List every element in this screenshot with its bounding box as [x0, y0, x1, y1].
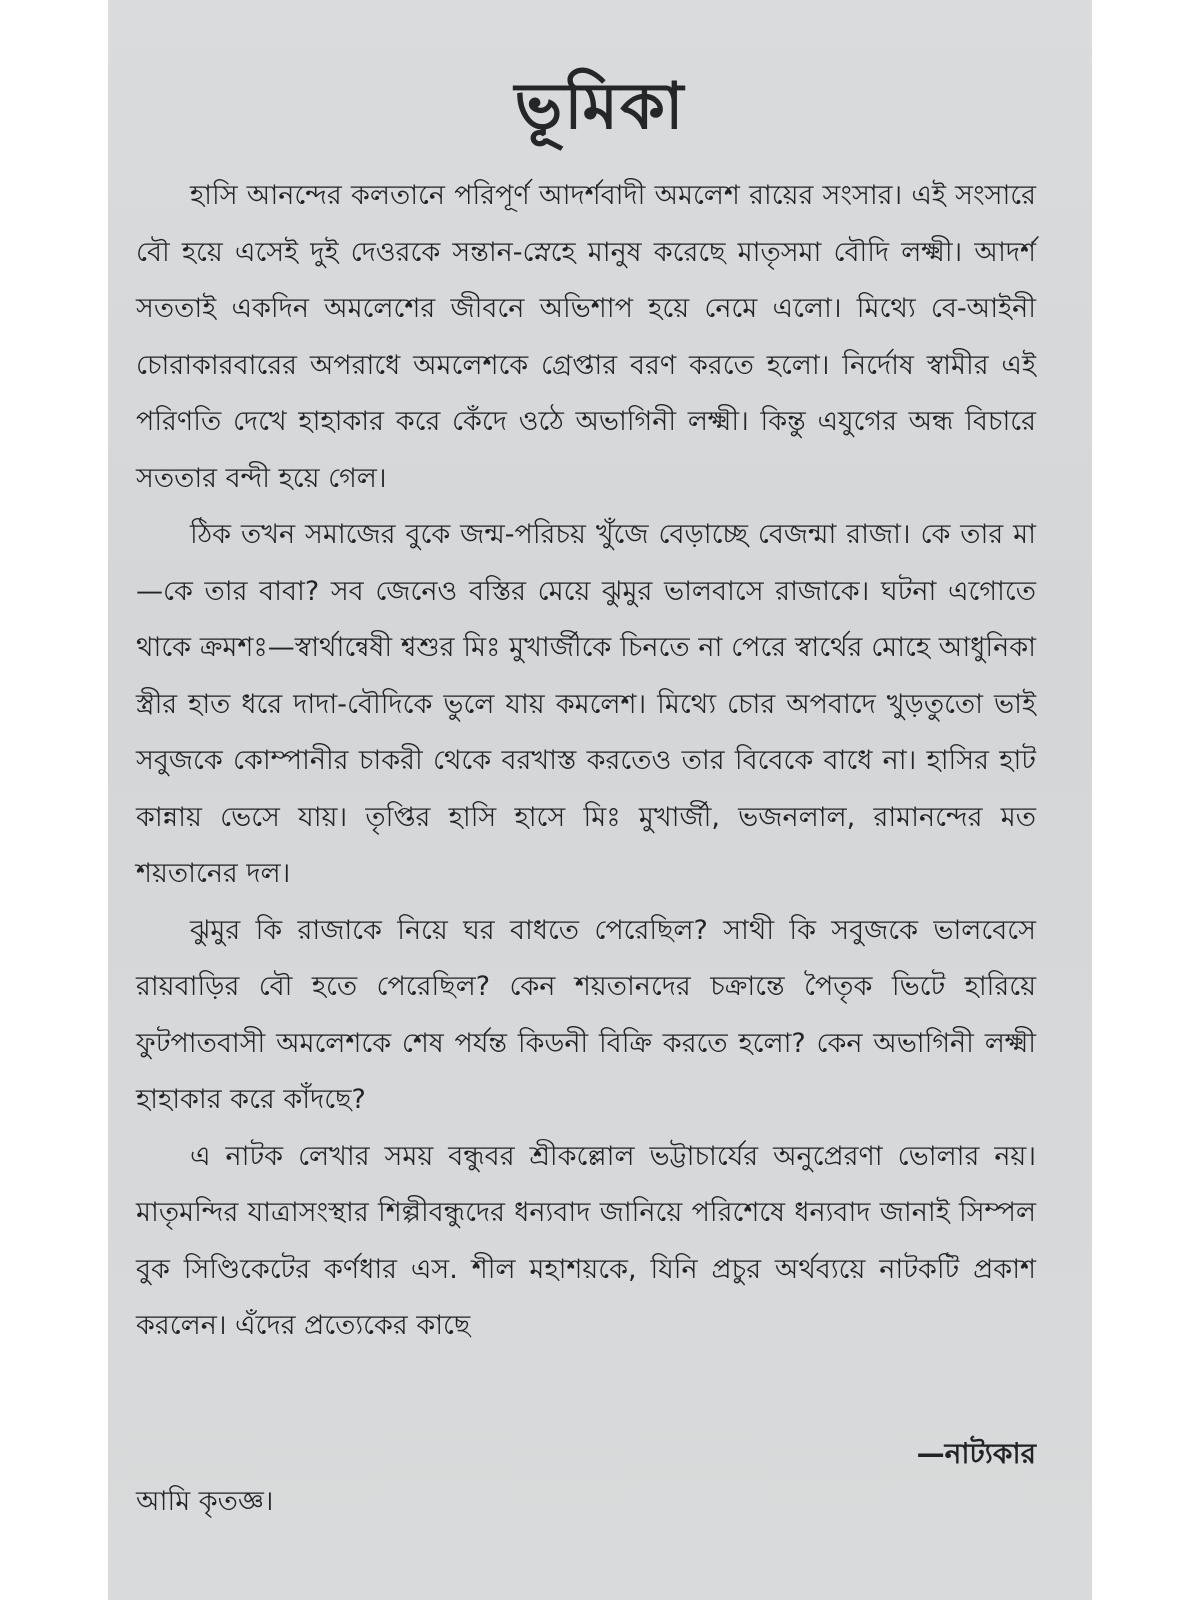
paragraph-1: হাসি আনন্দের কলতানে পরিপূর্ণ আদর্শবাদী অমলেশ রায়ের সংসার। এই সংসারে বৌ হয়ে এসেই দুই দেওরকে সন্তান-স্নেহে মানুষ করেছে মাতৃসমা বৌদি লক্ষ্মী। আদর্শ সততাই একদিন অমলেশের জীবনে অভিশাপ হয়ে নেমে এলো। মিথ্যে বে-আইনী চোরাকারবারের অপরাধে অমলেশকে গ্রেপ্তার বরণ করতে হলো। নির্দোষ স্বামীর এই পরিণতি দেখে হাহাকার করে কেঁদে ওঠে অভাগিনী লক্ষ্মী। কিন্তু এযুগের অন্ধ বিচারে সততার বন্দী হয়ে গেল।	[136, 180, 1036, 494]
paragraph-2: ঠিক তখন সমাজের বুকে জন্ম-পরিচয় খুঁজে বেড়াচ্ছে বেজন্মা রাজা। কে তার মা—কে তার বাবা? সব জেনেও বস্তির মেয়ে ঝুমুর ভালবাসে রাজাকে। ঘটনা এগোতে থাকে ক্রমশঃ—স্বার্থান্বেষী শ্বশুর মিঃ মুখার্জীকে চিনতে না পেরে স্বার্থের মোহে আধুনিকা স্ত্রীর হাত ধরে দাদা-বৌদিকে ভুলে যায় কমলেশ। মিথ্যে চোর অপবাদে খুড়তুতো ভাই সবুজকে কোম্পানীর চাকরী থেকে বরখাস্ত করতেও তার বিবেকে বাধে না। হাসির হাট কান্নায় ভেসে যায়। তৃপ্তির হাসি হাসে মিঃ মুখার্জী, ভজনলাল, রামানন্দের মত শয়তানের দল।	[136, 519, 1036, 889]
paragraph-3: ঝুমুর কি রাজাকে নিয়ে ঘর বাধতে পেরেছিল? সাথী কি সবুজকে ভালবেসে রায়বাড়ির বৌ হতে পেরেছিল? কেন শয়তানদের চক্রান্তে পৈতৃক ভিটে হারিয়ে ফুটপাতবাসী অমলেশকে শেষ পর্যন্ত কিডনী বিক্রি করতে হলো? কেন অভাগিনী লক্ষ্মী হাহাকার করে কাঁদছে?	[136, 914, 1036, 1115]
closing-line: আমি কৃতজ্ঞ।	[136, 1486, 274, 1517]
paragraph-4: এ নাটক লেখার সময় বন্ধুবর শ্রীকল্লোল ভট্টাচার্যের অনুপ্রেরণা ভোলার নয়। মাতৃমন্দির যাত্রাসংস্থার শিল্পীবন্ধুদের ধন্যবাদ জানিয়ে পরিশেষে ধন্যবাদ জানাই সিম্পল বুক সিণ্ডিকেটের কর্ণধার এস. শীল মহাশয়কে, যিনি প্রচুর অর্থব্যয়ে নাটকটি প্রকাশ করলেন। এঁদের প্রত্যেকের কাছে	[136, 1140, 1036, 1341]
author-signature: —নাট্যকার	[916, 1437, 1036, 1470]
book-page	[108, 0, 1092, 1600]
preface-body	[136, 168, 1036, 1355]
page-title: ভূমিকা	[514, 70, 686, 144]
